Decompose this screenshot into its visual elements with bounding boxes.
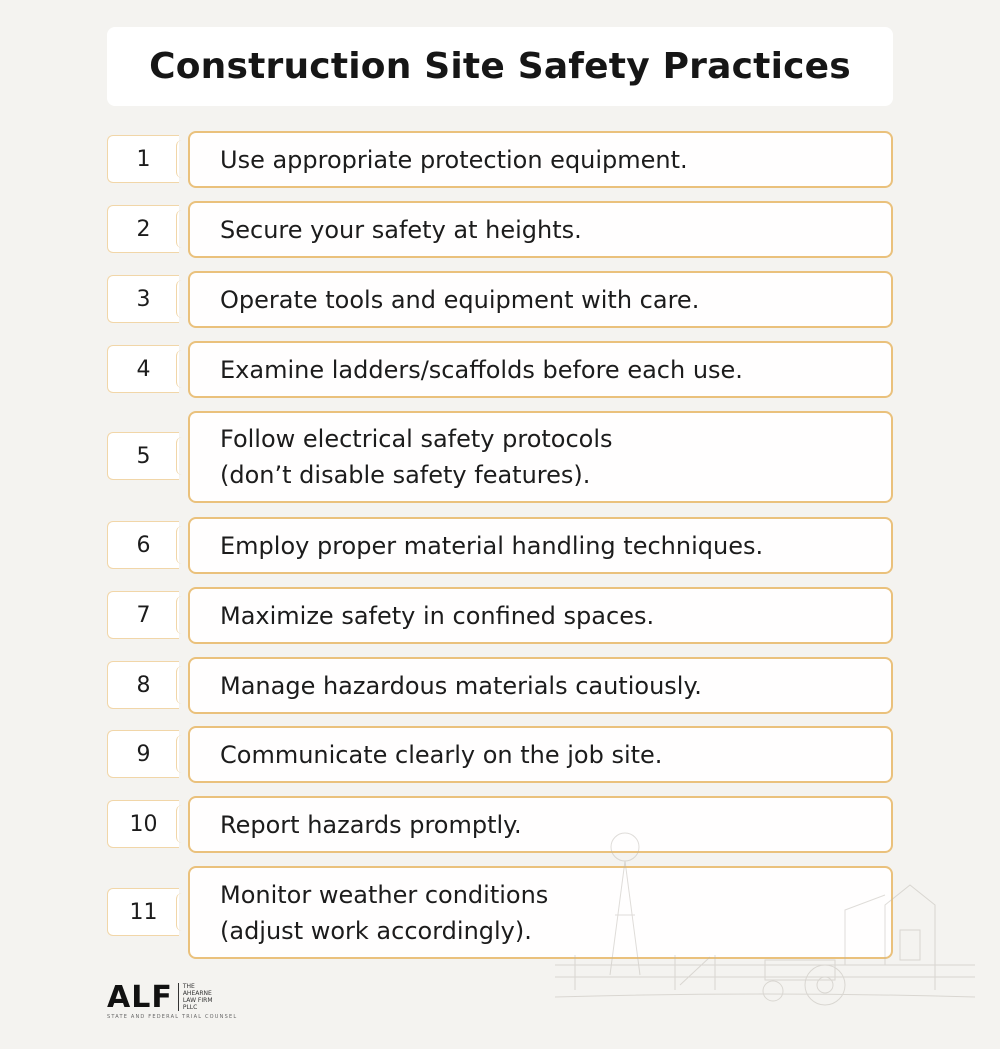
item-number: 5: [107, 432, 179, 480]
firm-logo: [107, 980, 213, 1015]
list-item: [107, 726, 893, 783]
item-text-box: [188, 587, 893, 644]
item-number: 1: [107, 135, 179, 183]
list-item: [107, 201, 893, 258]
item-text: Manage hazardous materials cautiously.: [220, 671, 702, 700]
list-item: [107, 341, 893, 398]
item-text: Secure your safety at heights.: [220, 215, 582, 244]
item-text: Examine ladders/scaffolds before each use.: [220, 355, 743, 384]
item-text-line-1: Follow electrical safety protocols: [220, 425, 613, 453]
item-text: Report hazards promptly.: [220, 810, 522, 839]
list-item: [107, 587, 893, 644]
farm-illustration-icon: [555, 815, 975, 1015]
item-text-box: [188, 657, 893, 714]
item-text-line-2: (adjust work accordingly).: [220, 916, 532, 945]
logo-firm-name: [183, 983, 213, 1011]
logo-tagline: STATE AND FEDERAL TRIAL COUNSEL: [107, 1014, 238, 1020]
item-number: 4: [107, 345, 179, 393]
item-text-box: [188, 271, 893, 328]
item-text: Use appropriate protection equipment.: [220, 145, 688, 174]
item-text-box: [188, 131, 893, 188]
title-card: [107, 27, 893, 106]
item-text-box: [188, 517, 893, 574]
logo-name-line: LAW FIRM: [182, 997, 213, 1004]
item-number: 9: [107, 730, 179, 778]
item-text: Employ proper material handling techniques.: [220, 531, 764, 560]
item-number: 11: [107, 888, 179, 936]
logo-name-line: AHEARNE: [182, 990, 212, 997]
item-text-line-1: Monitor weather conditions: [220, 880, 549, 909]
list-item: [107, 271, 893, 328]
page-title: Construction Site Safety Practices: [149, 46, 851, 87]
list-item: [107, 517, 893, 574]
logo-divider: [178, 983, 179, 1011]
item-number: 7: [107, 591, 179, 639]
item-text-box: [188, 341, 893, 398]
item-number: 3: [107, 275, 179, 323]
list-item: [107, 411, 893, 503]
logo-mark: ALF: [107, 980, 173, 1015]
item-text-line-2: (don’t disable safety features).: [220, 461, 591, 489]
item-text: Maximize safety in confined spaces.: [220, 601, 655, 630]
logo-name-line: PLLC: [182, 1004, 198, 1011]
item-number: 8: [107, 661, 179, 709]
item-text-box: [188, 411, 893, 503]
logo-name-line: THE: [182, 983, 195, 990]
item-text: Communicate clearly on the job site.: [220, 740, 663, 769]
item-number: 10: [107, 800, 179, 848]
list-item: [107, 657, 893, 714]
item-number: 2: [107, 205, 179, 253]
item-text: Operate tools and equipment with care.: [220, 285, 700, 314]
list-item: [107, 131, 893, 188]
item-text-box: [188, 726, 893, 783]
item-number: 6: [107, 521, 179, 569]
item-text-box: [188, 201, 893, 258]
